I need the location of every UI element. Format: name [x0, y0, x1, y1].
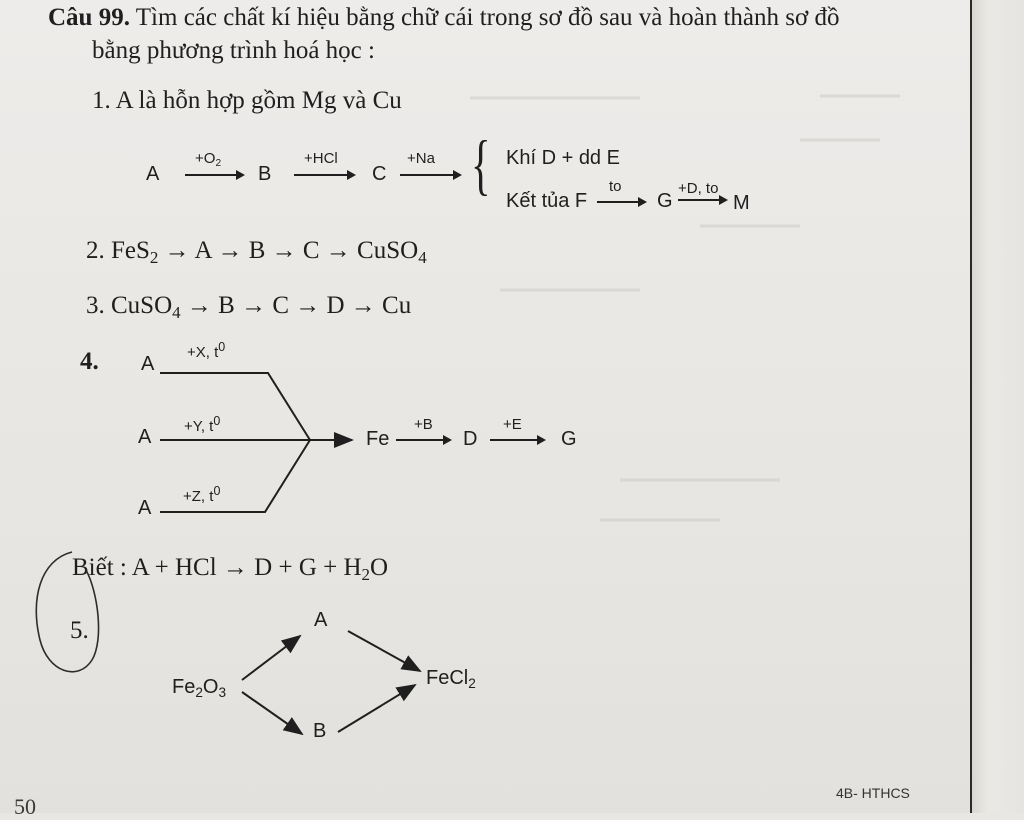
p4-A2: A [138, 426, 152, 448]
p1-reagent-o2: $+O_2$ [195, 150, 222, 170]
footer-code: 4B- HTHCS [836, 785, 910, 801]
p4-reagent-e: +E [503, 416, 522, 433]
p4-A1: A [141, 353, 155, 375]
p1-brace: { [471, 126, 491, 202]
question-text-line1: Tìm các chất kí hiệu bằng chữ cái trong sơ đồ sau và hoàn thành sơ đồ [135, 4, 840, 31]
p5-start: $Fe_2O_3$ [172, 676, 227, 701]
p1-branch-precipitate: Kết tủa F [506, 190, 588, 212]
part1-label: 1. A là hỗn hợp gồm Mg và Cu [92, 87, 402, 114]
part2-line: 2. FeS$_2$ → A → B → C → CuSO$_4$ [86, 237, 427, 268]
p4-A3: A [138, 497, 152, 519]
p1-reagent-d: +D, to [678, 180, 719, 197]
part4-number: 4. [80, 348, 99, 375]
p4-D: D [463, 428, 478, 450]
show-through-marks [470, 96, 900, 520]
p5-end: FeCl$_2$ [426, 667, 476, 692]
p4-G: G [561, 428, 577, 450]
p5-arrow-b-end [338, 685, 415, 732]
p4-reagent-z: +Z, $t^0$ [183, 484, 221, 505]
p1-M: M [733, 192, 750, 214]
p1-G: G [657, 190, 673, 212]
p1-reagent-hcl: +HCl [304, 150, 338, 167]
note-line: Biết : A + HCl → $D + G + H_2O$ [72, 554, 389, 585]
p5-arrow-start-a [242, 636, 300, 680]
p4-reagent-b: +B [414, 416, 433, 433]
handwritten-circle [36, 552, 98, 672]
part5-number: 5. [70, 617, 89, 644]
part3-line: 3. CuSO$_4$ → B → C → D → Cu [86, 292, 412, 323]
page-number: 50 [14, 794, 36, 819]
p4-line-bottom [160, 440, 310, 512]
p5-A: A [314, 609, 328, 631]
p4-line-top [160, 373, 310, 440]
p1-B: B [258, 163, 272, 185]
p5-arrow-start-b [242, 692, 302, 734]
p1-C: C [372, 163, 387, 185]
p4-reagent-y: +Y, $t^0$ [184, 414, 221, 435]
p4-Fe: Fe [366, 428, 390, 450]
question-number: Câu 99. [48, 4, 130, 31]
p1-reagent-na: +Na [407, 150, 435, 167]
p4-reagent-x: +X, $t^0$ [187, 340, 226, 361]
p1-branch-gas: Khí D + dd E [506, 147, 620, 169]
p1-A: A [146, 163, 160, 185]
p1-heat-label: to [609, 178, 622, 195]
page-gutter [970, 0, 1024, 813]
p5-B: B [313, 720, 327, 742]
question-text-line2: bằng phương trình hoá học : [92, 37, 375, 64]
p5-arrow-a-end [348, 631, 420, 671]
